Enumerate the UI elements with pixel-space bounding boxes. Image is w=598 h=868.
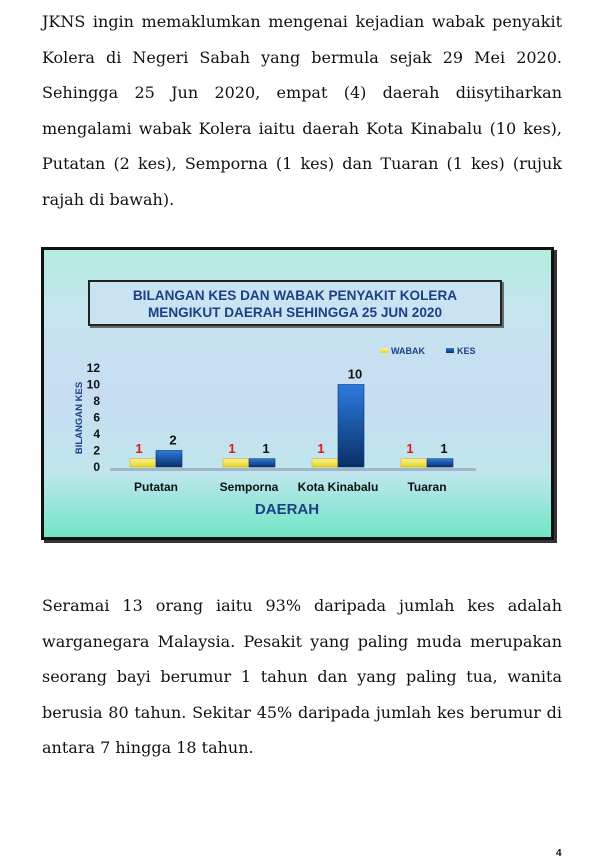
chart-floor — [110, 468, 476, 471]
kes-bar — [338, 385, 364, 468]
kes-data-label: 2 — [169, 432, 177, 448]
chart-subtitle: MENGIKUT DAERAH SEHINGGA 25 JUN 2020 — [147, 305, 443, 320]
chart-title: BILANGAN KES DAN WABAK PENYAKIT KOLERA — [132, 288, 458, 303]
x-tick-label: Tuaran — [407, 480, 447, 494]
wabak-data-label: 1 — [317, 440, 325, 456]
y-tick-label: 6 — [93, 410, 100, 425]
page-number: 4 — [556, 848, 562, 859]
chart-title-box — [88, 280, 502, 326]
wabak-data-label: 1 — [406, 440, 414, 456]
kes-data-label: 10 — [347, 366, 363, 382]
y-tick-label: 12 — [86, 361, 100, 375]
kes-data-label: 1 — [440, 440, 448, 456]
legend-wabak-swatch — [380, 348, 388, 353]
wabak-bar — [223, 459, 249, 467]
legend-kes-swatch — [446, 348, 454, 353]
y-tick-label: 0 — [93, 460, 100, 474]
legend-wabak-label: WABAK — [391, 346, 425, 356]
legend-kes-label: KES — [457, 346, 476, 356]
y-axis-title: BILANGAN KES — [74, 381, 85, 455]
x-tick-label: Putatan — [133, 480, 179, 494]
kes-bar — [249, 459, 275, 467]
x-tick-label: Kota Kinabalu — [297, 480, 379, 494]
wabak-data-label: 1 — [135, 440, 143, 456]
demographics-paragraph: Seramai 13 orang iaitu 93% daripada jumlah kes adalah warganegara Malaysia. Pesakit yang paling muda merupakan seorang bayi berumur 1 tahun dan yang paling tua, wanita berusia 80 tahun. Sekitar 45% daripada jumlah kes berumur di antara 7 hingga 18 tahun. — [42, 596, 562, 758]
y-tick-label: 8 — [93, 394, 100, 408]
kes-bar — [156, 451, 182, 468]
y-tick-label: 2 — [93, 443, 100, 458]
wabak-bar — [130, 459, 156, 467]
kes-data-label: 1 — [262, 440, 270, 456]
wabak-data-label: 1 — [228, 440, 236, 456]
outbreak-bar-chart — [41, 247, 554, 540]
wabak-bar — [312, 459, 338, 467]
intro-paragraph: JKNS ingin memaklumkan mengenai kejadian wabak penyakit Kolera di Negeri Sabah yang bermula sejak 29 Mei 2020. Sehingga 25 Jun 2020, empat (4) daerah diisytiharkan mengalami wabak Kolera iaitu daerah Kota Kinabalu (10 kes), Putatan (2 kes), Semporna (1 kes) dan Tuaran (1 kes) (rujuk rajah di bawah). — [42, 12, 562, 209]
kes-bar — [427, 459, 453, 467]
wabak-bar — [401, 459, 427, 467]
x-tick-label: Semporna — [219, 480, 279, 494]
y-tick-label: 10 — [86, 377, 100, 392]
y-tick-label: 4 — [93, 427, 100, 441]
x-axis-title: DAERAH — [254, 501, 320, 518]
